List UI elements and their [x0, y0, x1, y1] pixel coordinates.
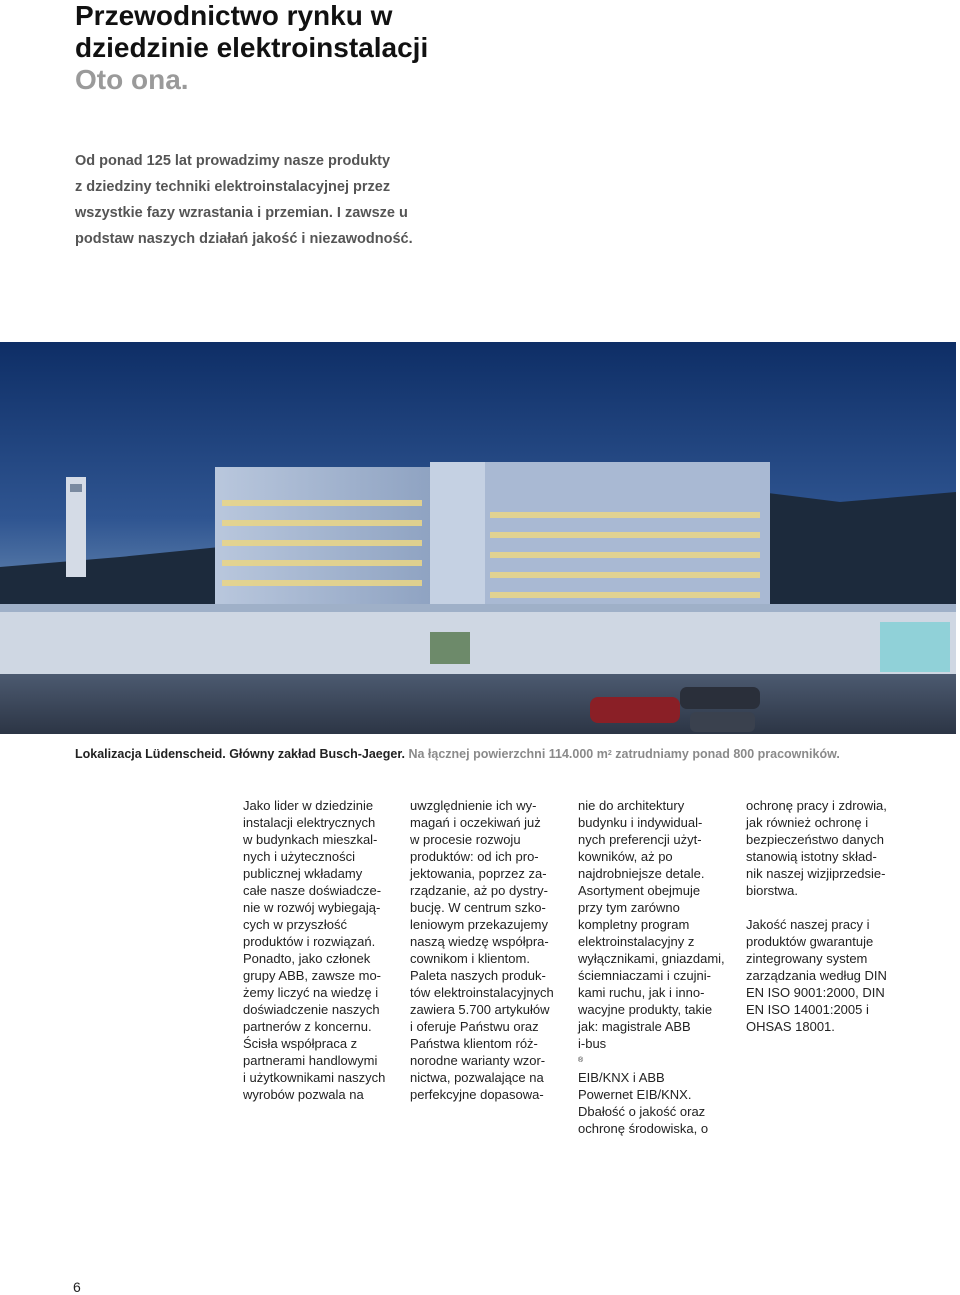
text-line-ibus: i-bus ® EIB/KNX i ABB [578, 1036, 665, 1085]
text-line: grupy ABB, zawsze mo- [243, 968, 381, 983]
text-line: uwzględnienie ich wy- [410, 798, 537, 813]
text-line: produktów gwarantuje [746, 934, 874, 949]
text-line: ochronę środowiska, o [578, 1121, 709, 1136]
text-line: rządzanie, aż po dystry- [410, 883, 549, 898]
text-line: publicznej wkładamy [243, 866, 363, 881]
intro-line: z dziedziny techniki elektroinstalacyjnej przez [75, 179, 391, 195]
paragraph-gap [746, 899, 921, 916]
text-line: partnerami handlowymi [243, 1053, 378, 1068]
text-line: najdrobniejsze detale. [578, 866, 705, 881]
text-line: nych preferencji użyt- [578, 832, 702, 847]
text-line: Jakość naszej pracy i [746, 917, 870, 932]
text-line: bucję. W centrum szko- [410, 900, 546, 915]
intro-line: Od ponad 125 lat prowadzimy nasze produkty [75, 153, 391, 169]
text-column-1 [243, 797, 418, 1103]
text-line: i oferuje Państwu oraz [410, 1019, 539, 1034]
text-line: zarządzania według DIN [746, 968, 887, 983]
text-line: przy tym zarówno [578, 900, 680, 915]
text-line: EN ISO 14001:2005 i [746, 1002, 869, 1017]
text-line: jak również ochronę i [746, 815, 869, 830]
text-line: doświadczenie naszych [243, 1002, 380, 1017]
text-line: budynku i indywidual- [578, 815, 703, 830]
text-line: nych i użyteczności [243, 849, 355, 864]
page-number: 6 [73, 1279, 81, 1295]
text-line: instalacji elektrycznych [243, 815, 376, 830]
text-line: perfekcyjne dopasowa- [410, 1087, 544, 1102]
text-line: partnerów z koncernu. [243, 1019, 372, 1034]
caption-area: Na łącznej powierzchni 114.000 $m^2$ zatrudniamy ponad 800 pracowników. [408, 747, 840, 761]
building-photo [0, 342, 956, 734]
text-line: norodne warianty wzor- [410, 1053, 546, 1068]
text-line: wyrobów pozwala na [243, 1087, 364, 1102]
text-line: ściemniaczami i czujni- [578, 968, 711, 983]
text-line: produktów i rozwiązań. [243, 934, 376, 949]
factory-building-image [0, 342, 956, 734]
text-column-2 [410, 797, 585, 1103]
text-line: EN ISO 9001:2000, DIN [746, 985, 885, 1000]
text-line: cownikom i klientom. [410, 951, 530, 966]
text-line: Ścisła współpraca z [243, 1036, 358, 1051]
text-line: Asortyment obejmuje [578, 883, 701, 898]
caption-location: Lokalizacja Lüdenscheid. Główny zakład Busch-Jaeger. [75, 747, 405, 761]
text-line: jak: magistrale ABB [578, 1019, 691, 1034]
text-line: OHSAS 18001. [746, 1019, 835, 1034]
title-line-3: Oto ona. [75, 64, 189, 95]
text-line: w budynkach mieszkal- [243, 832, 378, 847]
text-line: Dbałość o jakość oraz [578, 1104, 706, 1119]
text-line: nie w rozwój wybiegają- [243, 900, 381, 915]
text-line: stanowią istotny skład- [746, 849, 877, 864]
text-line: Paleta naszych produk- [410, 968, 546, 983]
text-line: magań i oczekiwań już [410, 815, 541, 830]
text-line: leniowym przekazujemy [410, 917, 548, 932]
text-line: nictwa, pozwalające na [410, 1070, 544, 1085]
text-line: Powernet EIB/KNX. [578, 1087, 692, 1102]
text-line: produktów: od ich pro- [410, 849, 539, 864]
text-line: całe nasze doświadcze- [243, 883, 382, 898]
text-line: nie do architektury [578, 798, 685, 813]
text-line: zawiera 5.700 artykułów [410, 1002, 550, 1017]
text-column-3 [578, 797, 753, 1137]
text-column-4 [746, 797, 921, 1035]
title-line-1: Przewodnictwo rynku w [75, 0, 393, 31]
text-line: nik naszej wizjiprzedsie- [746, 866, 886, 881]
intro-paragraph [75, 148, 505, 252]
text-line: biorstwa. [746, 883, 799, 898]
intro-line: podstaw naszych działań jakość i niezawodność. [75, 231, 413, 247]
text-line: Ponadto, jako członek [243, 951, 371, 966]
title-line-2: dziedzinie elektroinstalacji [75, 32, 429, 63]
text-line: Państwa klientom róż- [410, 1036, 538, 1051]
page-title [75, 0, 428, 96]
text-line: w procesie rozwoju [410, 832, 521, 847]
intro-line: wszystkie fazy wzrastania i przemian. I zawsze u [75, 205, 408, 221]
text-line: kami ruchu, jak i inno- [578, 985, 705, 1000]
text-line: wyłącznikami, gniazdami, [578, 951, 725, 966]
text-line: cych w przyszłość [243, 917, 348, 932]
text-line: zintegrowany system [746, 951, 868, 966]
text-line: kowników, aż po [578, 849, 673, 864]
text-line: jektowania, poprzez za- [410, 866, 547, 881]
photo-caption [75, 745, 840, 763]
text-line: naszą wiedzę współpra- [410, 934, 549, 949]
text-line: kompletny program [578, 917, 690, 932]
text-line: i użytkownikami naszych [243, 1070, 386, 1085]
text-line: żemy liczyć na wiedzę i [243, 985, 379, 1000]
text-line: wacyjne produkty, takie [578, 1002, 713, 1017]
text-line: tów elektroinstalacyjnych [410, 985, 554, 1000]
text-line: ochronę pracy i zdrowia, [746, 798, 887, 813]
text-line: elektroinstalacyjny z [578, 934, 695, 949]
text-line: Jako lider w dziedzinie [243, 798, 374, 813]
text-line: bezpieczeństwo danych [746, 832, 885, 847]
